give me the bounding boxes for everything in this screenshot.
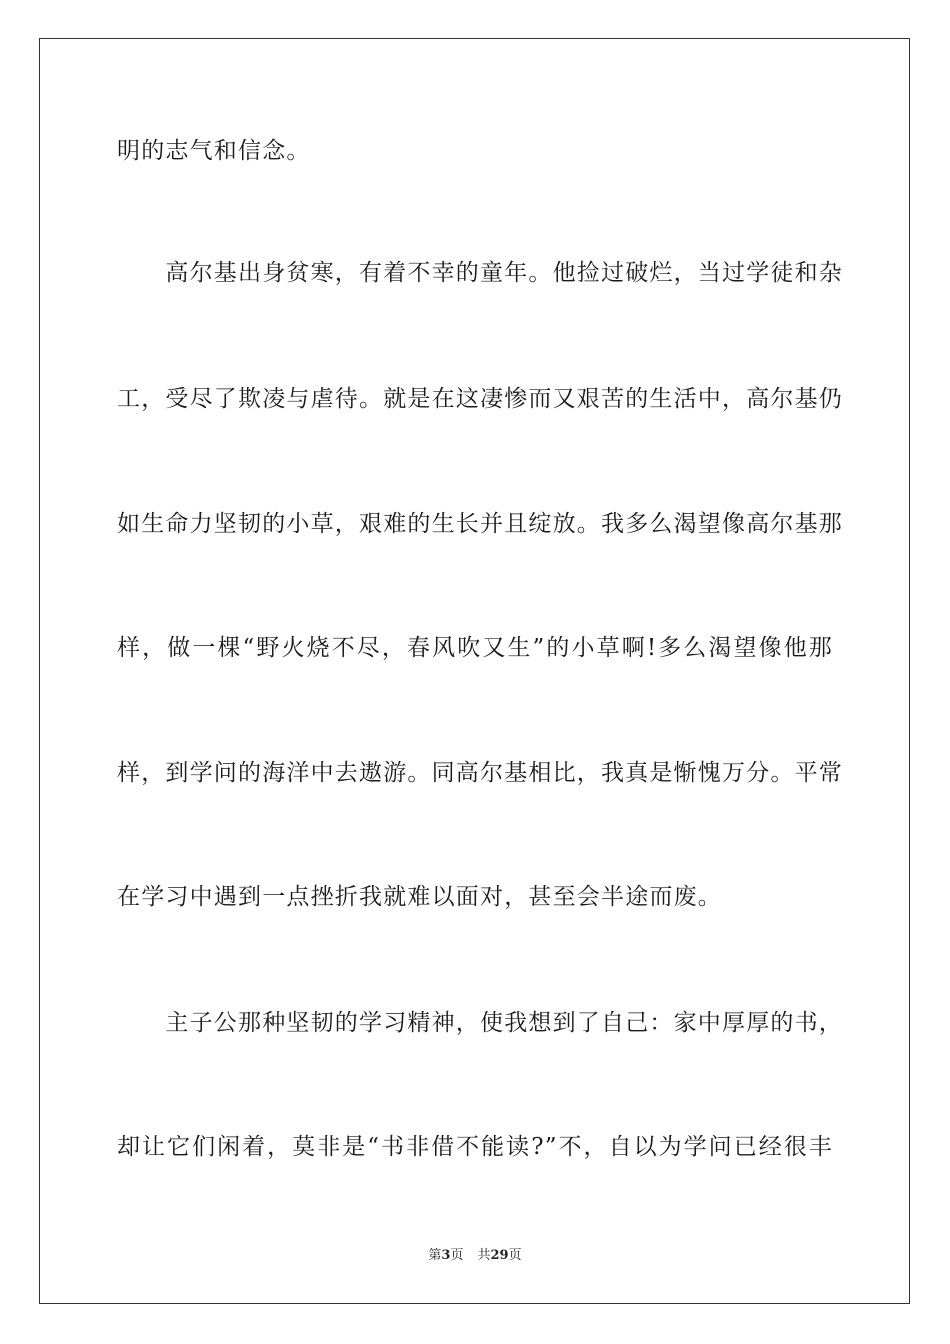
text-line: 工，受尽了欺凌与虐待。就是在这凄惨而又艰苦的生活中，高尔基仍 bbox=[117, 386, 843, 412]
text-line: 在学习中遇到一点挫折我就难以面对，甚至会半途而废。 bbox=[117, 884, 722, 910]
text-line: 却让它们闲着，莫非是“书非借不能读?”不，自以为学问已经很丰 bbox=[117, 1134, 833, 1160]
page-number: 3 bbox=[441, 1248, 451, 1263]
page-label-prefix: 第 bbox=[428, 1248, 442, 1263]
total-pages: 29 bbox=[490, 1248, 509, 1263]
total-label-suffix: 页 bbox=[508, 1248, 522, 1263]
page-label-suffix: 页 bbox=[450, 1248, 464, 1263]
text-line: 样，做一棵“野火烧不尽，春风吹又生”的小草啊!多么渴望像他那 bbox=[117, 635, 833, 661]
text-line: 样，到学问的海洋中去遨游。同高尔基相比，我真是惭愧万分。平常 bbox=[117, 760, 843, 786]
text-line: 明的志气和信念。 bbox=[117, 138, 311, 164]
text-line: 如生命力坚韧的小草，艰难的生长并且绽放。我多么渴望像高尔基那 bbox=[117, 511, 843, 537]
page-border bbox=[39, 38, 910, 1304]
text-line: 高尔基出身贫寒，有着不幸的童年。他捡过破烂，当过学徒和杂 bbox=[117, 260, 843, 286]
text-line: 主子公那种坚韧的学习精神，使我想到了自己：家中厚厚的书， bbox=[117, 1010, 843, 1036]
total-label-prefix: 共 bbox=[477, 1248, 491, 1263]
page-footer bbox=[0, 1247, 950, 1265]
